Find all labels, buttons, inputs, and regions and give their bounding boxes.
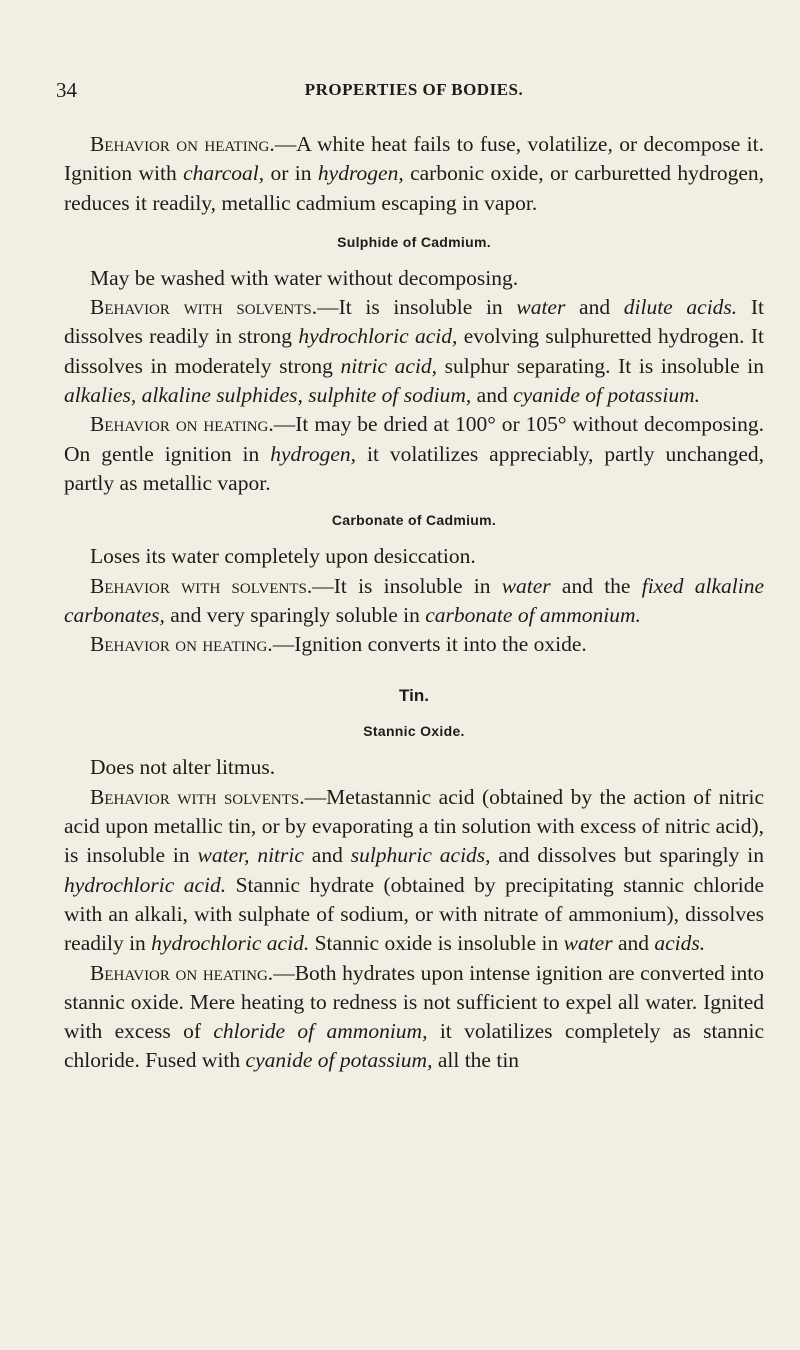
section-heading-carbonate: Carbonate of Cadmium. <box>331 512 497 529</box>
section-heading-tin: Tin. <box>399 686 429 706</box>
paragraph-lead: Behavior on heating. <box>90 132 275 156</box>
stannic-heating-paragraph: Behavior on heating.—Both hydrates upon intense ignition are converted into stannic oxide. Mere heating to redness is not sufficient to expel all water. Ignited with excess of chloride of ammonium, it volatilizes completely as stannic chloride. Fused with cyanide of potassium, all the tin <box>64 960 764 1073</box>
carbonate-solvents-paragraph: Behavior with solvents.—It is insoluble in water and the fixed alkaline carbonates, and very sparingly soluble in carbonate of ammonium. <box>64 573 764 627</box>
paragraph-lead: Behavior on heating. <box>90 960 274 985</box>
paragraph-lead: Behavior with solvents. <box>90 295 318 320</box>
section-heading-sulphide: Sulphide of Cadmium. <box>337 233 491 250</box>
running-title: PROPERTIES OF BODIES. <box>304 80 524 99</box>
cadmium-heating-paragraph: Behavior on heating.—A white heat fails to fuse, volatilize, or decompose it. Ignition with charcoal, or in hydrogen, carbonic oxide, or carburetted hydrogen, reduces it readily, metallic cadmium escaping in vapor. <box>64 132 764 215</box>
stannic-litmus-paragraph: Does not alter litmus. <box>90 755 276 780</box>
carbonate-heating-paragraph: Behavior on heating.—Ignition converts it into the oxide. <box>90 632 587 657</box>
page-number: 34 <box>56 78 77 102</box>
book-page <box>56 72 765 1076</box>
subsection-heading-stannic-oxide: Stannic Oxide. <box>363 723 465 740</box>
paragraph-lead: Behavior with solvents. <box>90 784 305 809</box>
running-head <box>56 72 764 108</box>
paragraph-lead: Behavior with solvents. <box>90 573 313 598</box>
carbonate-water-paragraph: Loses its water completely upon desiccation. <box>90 544 476 569</box>
sulphide-solvents-paragraph: Behavior with solvents.—It is insoluble in water and dilute acids. It dissolves readily in strong hydrochloric acid, evolving sulphuretted hydrogen. It dissolves in moderately strong nitric acid, sulphur separating. It is insoluble in alkalies, alkaline sulphides, sulphite of sodium, and cyanide of potassium. <box>64 295 764 408</box>
sulphide-heating-paragraph: Behavior on heating.—It may be dried at 100° or 105° without decomposing. On gentle ignition in hydrogen, it volatilizes appreciably, partly unchanged, partly as metallic vapor. <box>64 412 764 495</box>
paragraph-lead: Behavior on heating. <box>90 412 274 437</box>
stannic-solvents-paragraph: Behavior with solvents.—Metastannic acid (obtained by the action of nitric acid upon metallic tin, or by evaporating a tin solution with excess of nitric acid), is insoluble in water, nitric and sulphuric acids, and dissolves but sparingly in hydrochloric acid. Stannic hydrate (obtained by precipitating stannic chloride with an alkali, with sulphate of sodium, or with nitrate of ammonium), dissolves readily in hydrochloric acid. Stannic oxide is insoluble in water and acids. <box>64 784 765 956</box>
paragraph-lead: Behavior on heating. <box>90 632 273 657</box>
sulphide-washing-paragraph: May be washed with water without decomposing. <box>90 265 519 290</box>
